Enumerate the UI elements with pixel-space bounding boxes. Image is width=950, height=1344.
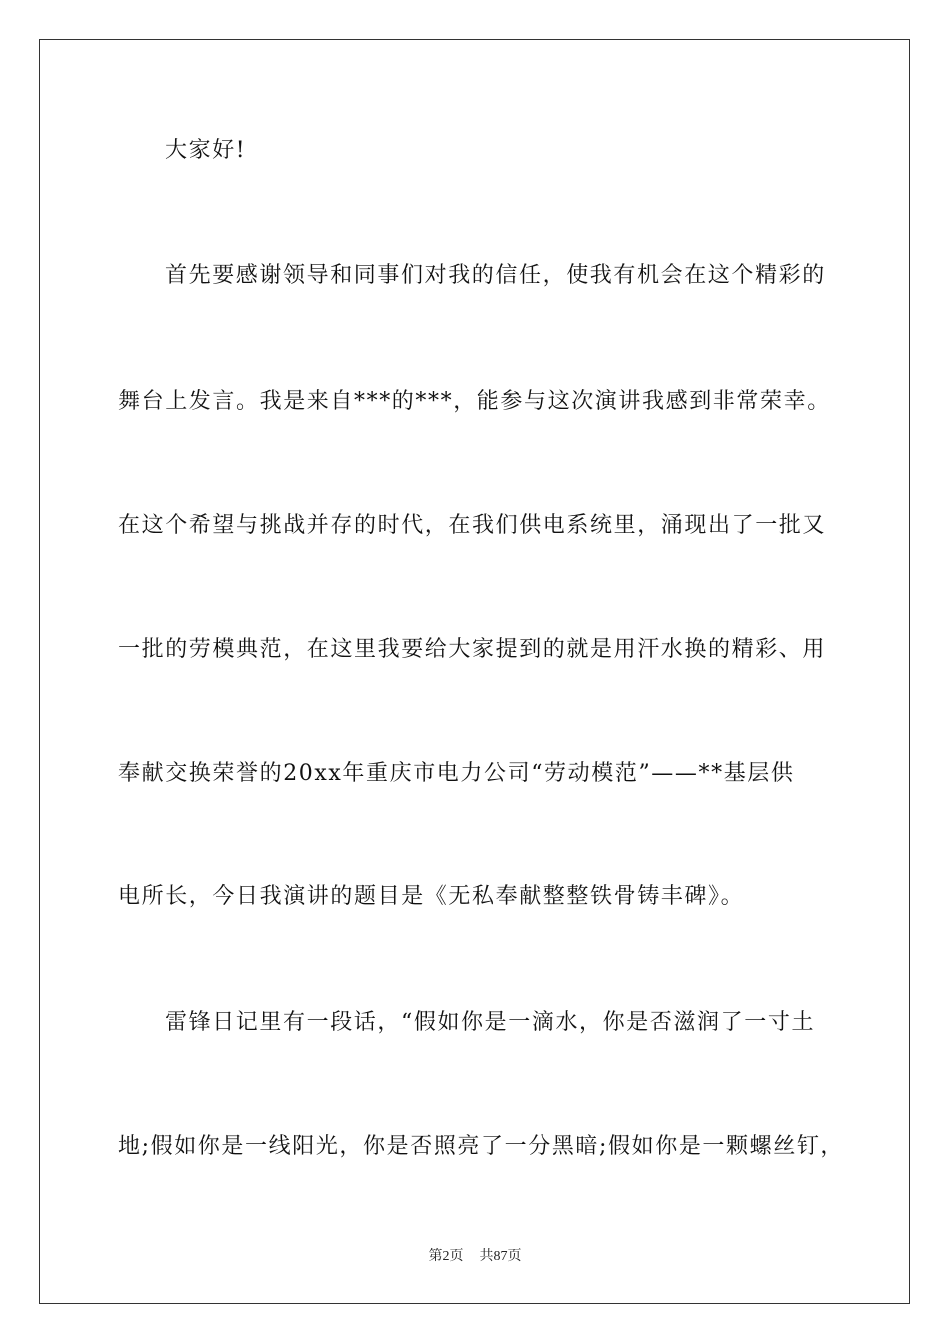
page-footer (0, 1248, 950, 1266)
body-line-5: 奉献交换荣誉的20xx年重庆市电力公司“劳动模范”——**基层供 (118, 761, 795, 786)
page-number: 第2页 (428, 1249, 464, 1264)
body-line-8: 地;假如你是一线阳光，你是否照亮了一分黑暗;假如你是一颗螺丝钉， (118, 1134, 845, 1159)
body-line-4: 一批的劳模典范，在这里我要给大家提到的就是用汗水换的精彩、用 (118, 637, 827, 662)
body-line-3: 在这个希望与挑战并存的时代，在我们供电系统里，涌现出了一批又 (118, 513, 827, 538)
page-total: 共87页 (479, 1249, 522, 1264)
page-border (39, 39, 910, 1304)
body-line-1: 首先要感谢领导和同事们对我的信任，使我有机会在这个精彩的 (165, 263, 826, 288)
greeting-line: 大家好! (165, 138, 247, 163)
body-line-7: 雷锋日记里有一段话，“假如你是一滴水，你是否滋润了一寸土 (165, 1010, 816, 1035)
body-line-6: 电所长，今日我演讲的题目是《无私奉献整整铁骨铸丰碑》。 (118, 884, 745, 909)
body-line-2: 舞台上发言。我是来自***的***，能参与这次演讲我感到非常荣幸。 (118, 389, 831, 414)
